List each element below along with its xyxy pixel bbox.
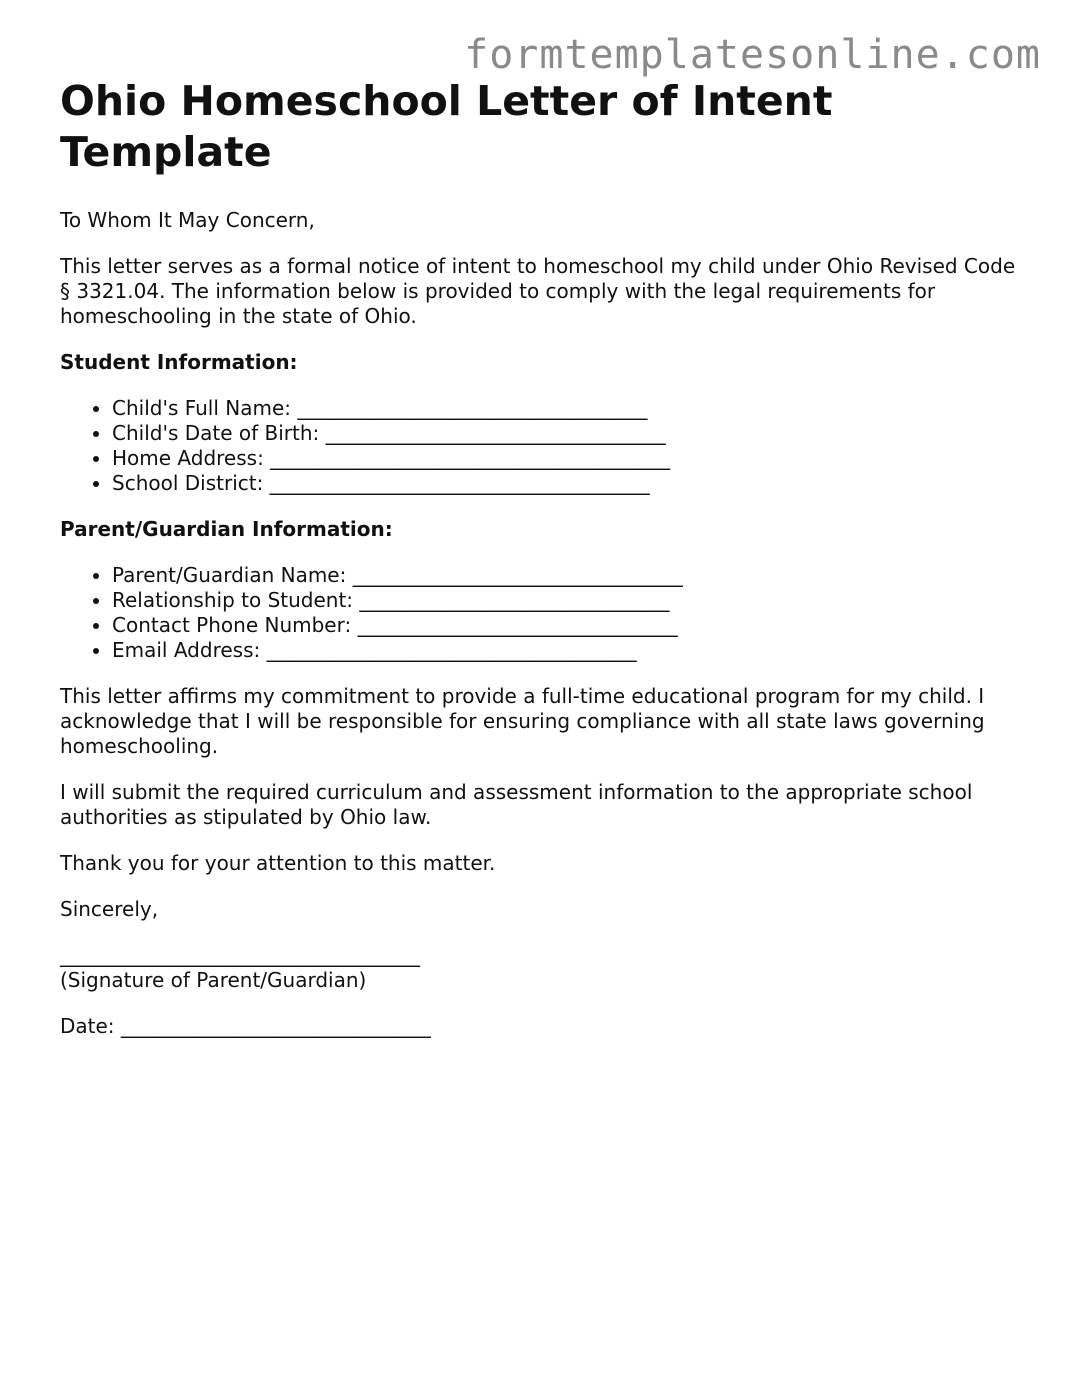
student-info-list [60,396,1020,496]
watermark: formtemplatesonline.com [464,32,1041,78]
school-district-field: • School District: ______________________________________ [112,471,1020,496]
signature-caption: (Signature of Parent/Guardian) [60,968,367,992]
document-body [60,76,1020,1060]
parent-info-heading: Parent/Guardian Information: [60,517,393,541]
phone-field: • Contact Phone Number: ________________________________ [112,613,1020,638]
date-line: Date: _______________________________ [60,1014,431,1038]
student-info-heading: Student Information: [60,350,298,374]
parent-info-list [60,563,1020,663]
email-field: • Email Address: _____________________________________ [112,638,1020,663]
signature-line: ____________________________________ [60,943,420,967]
affirmation-paragraph: This letter affirms my commitment to provide a full-time educational program for my child. I acknowledge that I will be responsible for ensuring compliance with all state laws governing homeschooling. [60,684,985,758]
thanks-paragraph: Thank you for your attention to this matter. [60,851,496,875]
home-address-field: • Home Address: ________________________________________ [112,446,1020,471]
page-title: Ohio Homeschool Letter of Intent Template [60,77,833,176]
parent-name-field: • Parent/Guardian Name: _________________________________ [112,563,1020,588]
student-name-field: • Child's Full Name: ___________________________________ [112,396,1020,421]
salutation: To Whom It May Concern, [60,208,315,232]
intro-paragraph: This letter serves as a formal notice of intent to homeschool my child under Ohio Revised Code § 3321.04. The information below is provided to comply with the legal requirements for homeschooling in the state of Ohio. [60,254,1016,328]
relationship-field: • Relationship to Student: _______________________________ [112,588,1020,613]
student-dob-field: • Child's Date of Birth: __________________________________ [112,421,1020,446]
closing: Sincerely, [60,897,159,921]
signature-block [60,943,1020,993]
submission-paragraph: I will submit the required curriculum and assessment information to the appropriate school authorities as stipulated by Ohio law. [60,780,973,829]
